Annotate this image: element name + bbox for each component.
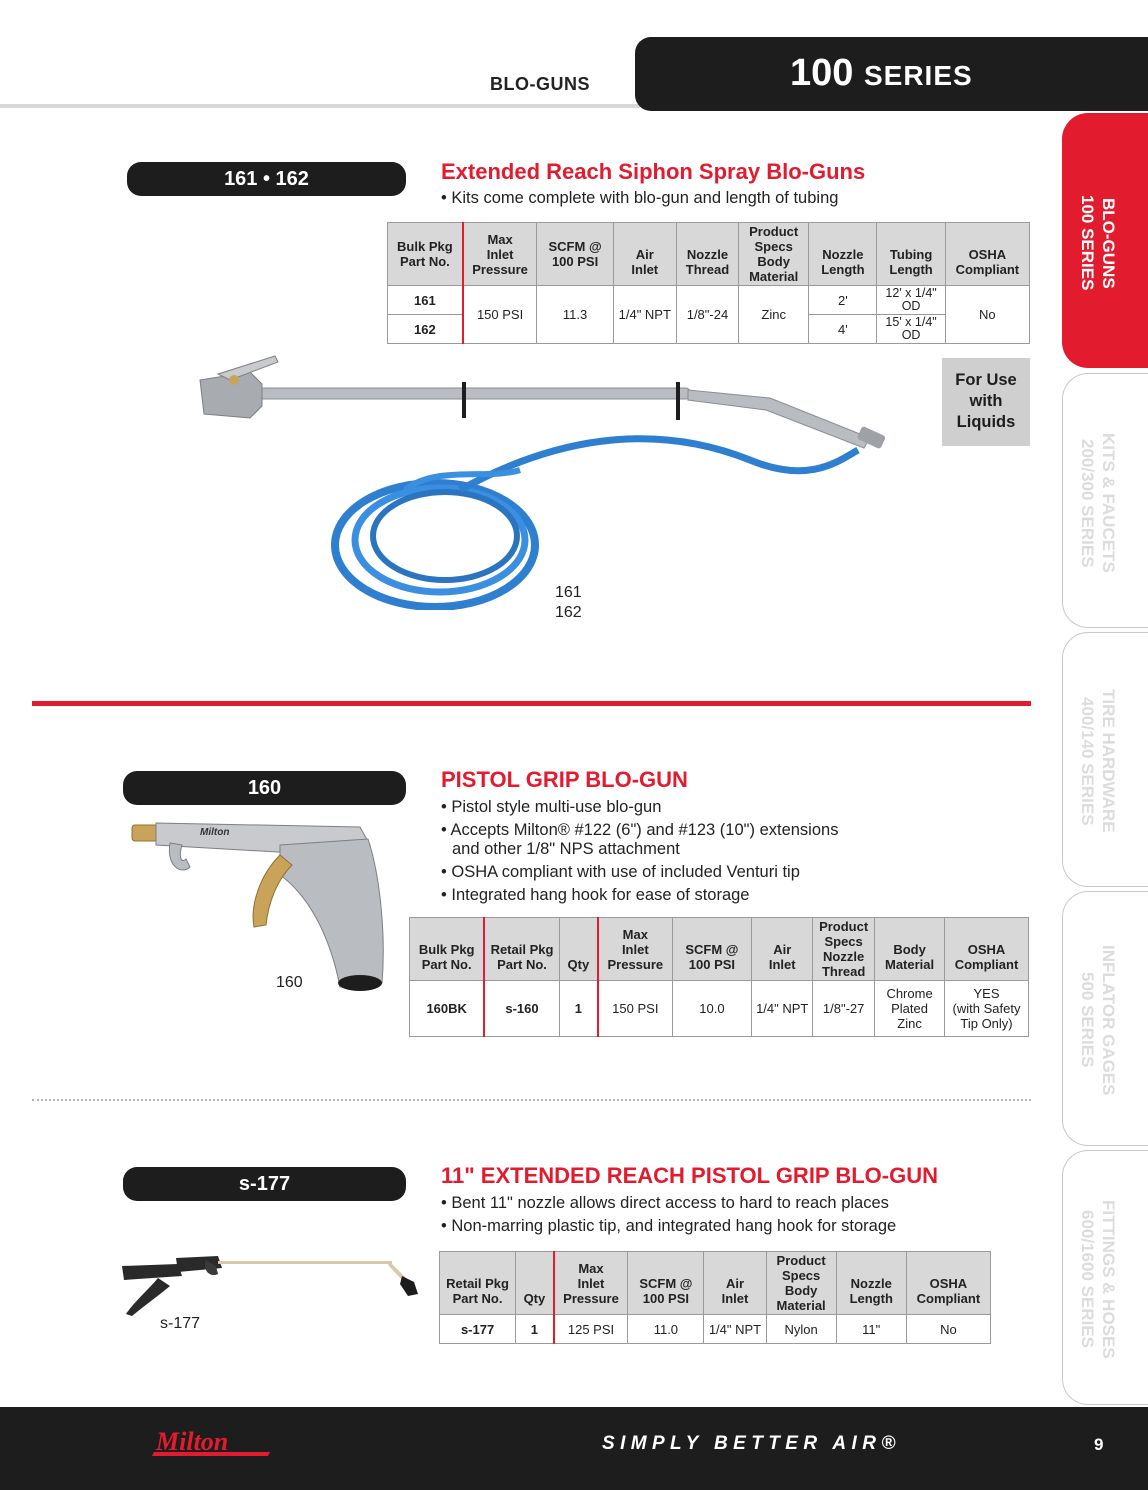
bullet-text: • Bent 11" nozzle allows direct access to hard to reach places	[441, 1194, 889, 1212]
section-divider-dotted	[32, 1099, 1031, 1101]
bullet-text: • Accepts Milton® #122 (6") and #123 (10") extensions	[441, 821, 839, 839]
section-title-pistol-grip: PISTOL GRIP BLO-GUN	[441, 767, 688, 792]
section-title-siphon: Extended Reach Siphon Spray Blo-Guns	[441, 159, 866, 184]
image-label-160: 160	[276, 974, 303, 991]
col-tubing-length: Tubing Length	[877, 223, 945, 286]
table-row: 161 150 PSI 11.3 1/4" NPT 1/8"-24 Zinc 2' 12' x 1/4" OD No	[388, 286, 1030, 315]
table-row: 160BK s-160 1 150 PSI 10.0 1/4" NPT 1/8"-27 Chrome Plated Zinc YES (with Safety Tip Only)	[410, 981, 1029, 1037]
col-bulk-part: Bulk Pkg Part No.	[410, 918, 485, 981]
col-nozzle-length: Nozzle Length	[809, 223, 877, 286]
svg-text:Milton: Milton	[156, 1427, 229, 1456]
part-pill-161-162: 161 • 162	[127, 162, 406, 196]
side-tab-fittings-hoses-label: FITTINGS & HOSES 600/1600 SERIES	[1078, 1199, 1118, 1359]
image-label-161: 161	[555, 584, 582, 601]
col-air-inlet: Air Inlet	[752, 918, 813, 981]
col-body-material: Body Material	[875, 918, 945, 981]
pistol-blo-gun-image	[130, 815, 390, 1000]
col-body-material: Product Specs Body Material	[766, 1252, 836, 1315]
milton-emboss: Milton	[200, 827, 230, 838]
col-osha: OSHA Compliant	[906, 1252, 990, 1315]
col-scfm: SCFM @ 100 PSI	[628, 1252, 704, 1315]
milton-logo	[152, 1426, 272, 1460]
page-number: 9	[1094, 1435, 1104, 1454]
col-qty: Qty	[559, 918, 598, 981]
for-use-with-liquids-badge: For Use with Liquids	[942, 358, 1030, 446]
extended-pistol-blo-gun-image	[118, 1252, 428, 1322]
bullet-text: • OSHA compliant with use of included Venturi tip	[441, 863, 800, 881]
footer-tagline: SIMPLY BETTER AIR®	[602, 1433, 901, 1454]
col-max-inlet: Max Inlet Pressure	[463, 223, 537, 286]
col-max-inlet: Max Inlet Pressure	[598, 918, 672, 981]
col-osha: OSHA Compliant	[945, 223, 1029, 286]
col-retail-part: Retail Pkg Part No.	[440, 1252, 516, 1315]
side-tab-kits-faucets-label: KITS & FAUCETS 200/300 SERIES	[1078, 433, 1118, 573]
image-label-s-177: s-177	[160, 1315, 201, 1332]
col-max-inlet: Max Inlet Pressure	[554, 1252, 628, 1315]
header-rule	[0, 104, 640, 108]
series-title: 100 SERIES	[790, 52, 973, 94]
col-nozzle-thread: Nozzle Thread	[676, 223, 738, 286]
bullet-text: and other 1/8" NPS attachment	[452, 840, 680, 858]
part-pill-160: 160	[123, 771, 406, 805]
col-air-inlet: Air Inlet	[613, 223, 676, 286]
col-nozzle-length: Nozzle Length	[836, 1252, 906, 1315]
bullet-text: • Integrated hang hook for ease of storage	[441, 886, 750, 904]
col-qty: Qty	[516, 1252, 554, 1315]
section-divider-red	[32, 701, 1031, 706]
side-tab-blo-guns-label: BLO-GUNS 100 SERIES	[1078, 195, 1118, 291]
col-scfm: SCFM @ 100 PSI	[537, 223, 613, 286]
section-label: BLO-GUNS	[490, 74, 590, 94]
siphon-blo-gun-image	[190, 350, 900, 610]
table-row: 162 4' 15' x 1/4" OD	[388, 315, 1030, 344]
col-retail-part: Retail Pkg Part No.	[484, 918, 559, 981]
side-tab-inflator-gages-label: INFLATOR GAGES 500 SERIES	[1078, 944, 1118, 1096]
part-pill-s-177: s-177	[123, 1167, 406, 1201]
bullet-text: • Pistol style multi-use blo-gun	[441, 798, 662, 816]
bullet-text: • Kits come complete with blo-gun and length of tubing	[441, 189, 839, 207]
col-osha: OSHA Compliant	[945, 918, 1029, 981]
spec-table-161-162	[387, 222, 1030, 344]
spec-table-s-177	[439, 1251, 991, 1344]
bullet-text: • Non-marring plastic tip, and integrated hang hook for storage	[441, 1217, 897, 1235]
image-label-162: 162	[555, 604, 582, 621]
col-nozzle-thread: Product Specs Nozzle Thread	[813, 918, 875, 981]
spec-table-160	[409, 917, 1029, 1037]
section-title-extended-pistol: 11" EXTENDED REACH PISTOL GRIP BLO-GUN	[441, 1163, 938, 1188]
col-air-inlet: Air Inlet	[704, 1252, 766, 1315]
col-scfm: SCFM @ 100 PSI	[672, 918, 752, 981]
table-row: s-177 1 125 PSI 11.0 1/4" NPT Nylon 11" No	[440, 1315, 991, 1344]
col-bulk-part: Bulk Pkg Part No.	[388, 223, 463, 286]
col-body-material: Product Specs Body Material	[739, 223, 809, 286]
side-tab-tire-hardware-label: TIRE HARDWARE 400/140 SERIES	[1078, 689, 1118, 833]
